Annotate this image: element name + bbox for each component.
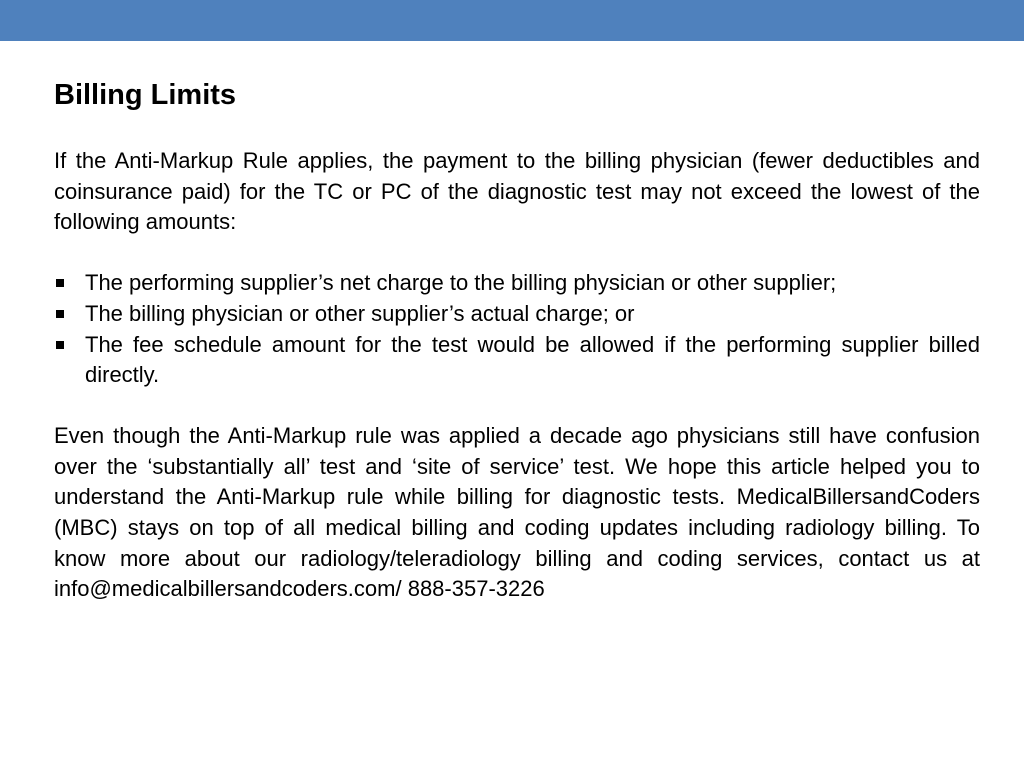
list-item [54,268,980,299]
amounts-list [54,268,980,391]
list-item-text: The fee schedule amount for the test would be allowed if the performing supplier billed directly. [85,331,980,388]
list-item-text: The billing physician or other supplier’s actual charge; or [85,300,635,326]
square-bullet-icon [56,341,64,349]
square-bullet-icon [56,310,64,318]
intro-paragraph: If the Anti-Markup Rule applies, the payment to the billing physician (fewer deductibles and coinsurance paid) for the TC or PC of the diagnostic test may not exceed the lowest of the following amounts: [54,148,980,235]
closing-paragraph: Even though the Anti-Markup rule was applied a decade ago physicians still have confusion over the ‘substantially all’ test and ‘site of service’ test. We hope this article helped you to understand the Anti-Markup rule while billing for diagnostic tests. MedicalBillersandCoders (MBC) stays on top of all medical billing and coding updates including radiology billing. To know more about our radiology/teleradiology billing and coding services, contact us at info@medicalbillersandcoders.com/ 888-357-3226 [54,422,980,602]
square-bullet-icon [56,279,64,287]
slide-title: Billing Limits [54,79,237,111]
slide-content [54,76,980,605]
list-item [54,299,980,330]
list-item [54,330,980,391]
list-item-text: The performing supplier’s net charge to the billing physician or other supplier; [85,270,837,296]
header-accent-bar [0,0,1024,41]
